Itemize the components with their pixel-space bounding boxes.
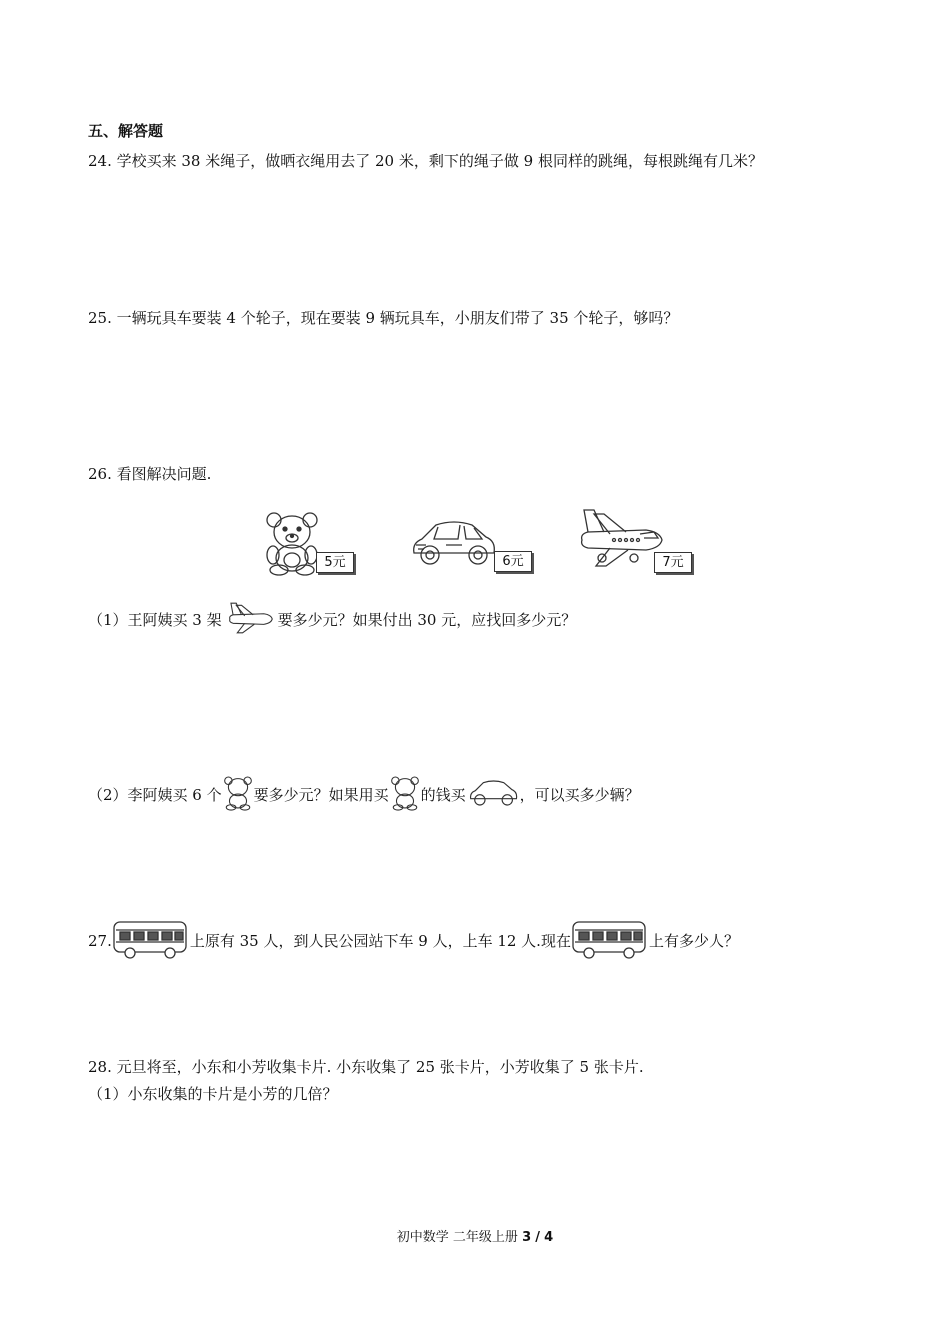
q26-part2-after: ，可以买多少辆？ [519, 786, 640, 804]
teddy-bear-icon [222, 775, 254, 817]
question-26-part-2 [88, 775, 640, 817]
q27-after: 上有多少人？ [648, 932, 739, 950]
teddy-bear-icon [389, 775, 421, 817]
section-title: 五、解答题 [88, 122, 164, 140]
q26-part2-mid1: 要多少元？如果用买 [253, 786, 389, 804]
question-28: 28. 元旦将至，小东和小芳收集卡片. 小东收集了 25 张卡片，小芳收集了 5 张卡片. [88, 1058, 644, 1076]
toy-car-icon [408, 515, 498, 575]
footer-page-number: 3 [522, 1230, 532, 1245]
toy-plane-icon [222, 600, 278, 642]
q27-mid: 上原有 35 人，到人民公园站下车 9 人，上车 12 人.现在 [189, 932, 571, 950]
q26-part2-before: （2）李阿姨买 6 个 [88, 786, 222, 804]
footer-total-pages: 4 [544, 1230, 554, 1245]
question-27 [88, 918, 739, 966]
teddy-bear-icon [262, 510, 322, 580]
plane-price-tag: 7元 [654, 552, 692, 573]
footer-separator: / [535, 1230, 541, 1245]
bear-price-tag: 5元 [316, 552, 354, 573]
car-price-tag: 6元 [494, 551, 532, 572]
question-24: 24. 学校买来 38 米绳子，做晒衣绳用去了 20 米，剩下的绳子做 9 根同样的跳绳，每根跳绳有几米？ [88, 152, 763, 170]
toy-plane-icon [574, 504, 666, 576]
footer-label: 初中数学 二年级上册 [396, 1230, 518, 1245]
question-26-part-1 [88, 600, 576, 642]
page-footer [0, 1226, 950, 1245]
bus-icon [571, 918, 649, 966]
q26-part1-after: 要多少元？如果付出 30 元，应找回多少元？ [277, 611, 577, 629]
question-25: 25. 一辆玩具车要装 4 个轮子，现在要装 9 辆玩具车，小朋友们带了 35 个轮子，够吗？ [88, 309, 679, 327]
toy-car-icon [466, 777, 520, 815]
q27-before: 27. [88, 932, 112, 950]
bus-icon [112, 918, 190, 966]
q26-part1-before: （1）王阿姨买 3 架 [88, 611, 222, 629]
question-26: 26. 看图解决问题. [88, 465, 212, 483]
question-28-part-1: （1）小东收集的卡片是小芳的几倍？ [88, 1085, 338, 1103]
q26-part2-mid2: 的钱买 [420, 786, 466, 804]
